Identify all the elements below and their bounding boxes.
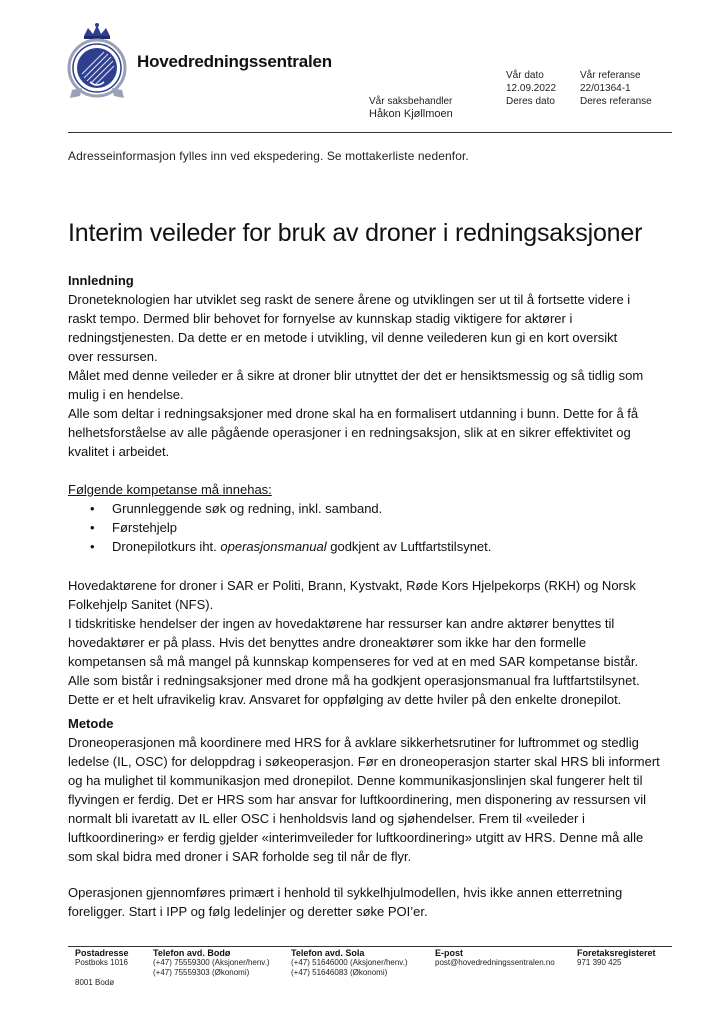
footer-sola-finance: (+47) 51646083 (Økonomi) — [291, 968, 388, 977]
footer-sola-heading: Telefon avd. Sola — [291, 948, 365, 958]
competence-list — [68, 499, 678, 556]
introduction-heading: Innledning — [68, 273, 134, 288]
method-line: flyvingen er ferdig. Det er HRS som har ansvar for luftkoordinering, men disponering av ressursen vil — [68, 792, 647, 807]
intro-line: helhetsforståelse av alle pågående operasjoner i en redningsaksjon, slik at en sikrer effektivitet og — [68, 425, 631, 440]
hrs-logo — [66, 22, 128, 102]
method-line: som skal bidra med droner i SAR forholde seg til når de flyr. — [68, 849, 412, 864]
list-item-text: Grunnleggende søk og redning, inkl. samband. — [112, 501, 383, 516]
bullet-icon: • — [90, 520, 95, 535]
actors-line: I tidskritiske hendelser der ingen av hovedaktørene har ressurser kan andre aktører benyttes til — [68, 616, 615, 631]
footer-registry-heading: Foretaksregisteret — [577, 948, 656, 958]
method-line: normalt bli ivaretatt av IL eller OSC i henholdsvis land og sjøhendelser. Frem til «veileder i — [68, 811, 585, 826]
list-item — [90, 499, 678, 518]
header-divider — [68, 132, 672, 133]
footer-bodo-heading: Telefon avd. Bodø — [153, 948, 231, 958]
method-section — [68, 714, 678, 866]
method-line: Operasjonen gjennomføres primært i henhold til sykkelhjulmodellen, hvis ikke annen etterretning — [68, 885, 623, 900]
our-date-label: Vår dato — [506, 70, 544, 81]
actors-line: Hovedaktørene for droner i SAR er Politi, Brann, Kystvakt, Røde Kors Hjelpekorps (RKH) og Norsk — [68, 578, 636, 593]
intro-line: Alle som deltar i redningsaksjoner med drone skal ha en formalisert utdanning i bunn. Dette for å få — [68, 406, 639, 421]
case-handler-label: Vår saksbehandler — [369, 96, 453, 107]
intro-line: kvalitet i arbeidet. — [68, 444, 170, 459]
competence-section — [68, 480, 678, 556]
our-reference-label: Vår referanse — [580, 70, 641, 81]
actors-line: hovedaktører er på plass. Hvis det benyttes andre droneaktører som ikke har den formelle — [68, 635, 587, 650]
hrs-crest-icon — [66, 22, 128, 102]
bullet-icon: • — [90, 501, 95, 516]
intro-line: mulig i en hendelse. — [68, 387, 184, 402]
list-item — [90, 518, 678, 537]
footer-phone-bodo — [153, 948, 270, 978]
list-item-text-pre: Dronepilotkurs iht. — [112, 539, 221, 554]
method-line: foreligger. Start i IPP og følg ledelinjer og deretter søke POI’er. — [68, 904, 428, 919]
footer-email-heading: E-post — [435, 948, 463, 958]
actors-line: Alle som bistår i redningsaksjoner med drone må ha godkjent operasjonsmanual fra luftfartstilsynet. — [68, 673, 640, 688]
footer-phone-sola — [291, 948, 408, 978]
actors-section — [68, 576, 678, 709]
footer-email-address[interactable]: post@hovedredningssentralen.no — [435, 958, 555, 967]
method-line: Droneoperasjonen må koordinere med HRS for å avklare sikkerhetsrutiner for luftrommet og stedlig — [68, 735, 639, 750]
address-note: Adresseinformasjon fylles inn ved ekspedering. Se mottakerliste nedenfor. — [68, 149, 469, 163]
our-reference: 22/01364-1 — [580, 83, 631, 94]
actors-line: kompetansen så må mangel på kunnskap kompenseres for ved at en med SAR kompetanse bistår. — [68, 654, 639, 669]
intro-line: redningstjenesten. Da dette er en metode i utvikling, vil denne veilederen kun gi en kort oversikt — [68, 330, 618, 345]
footer-postal-code: 8001 Bodø — [75, 978, 115, 987]
document-title: Interim veileder for bruk av droner i redningsaksjoner — [68, 219, 643, 247]
list-item — [90, 537, 678, 556]
footer-registry — [577, 948, 656, 968]
intro-line: Droneteknologien har utviklet seg raskt de senere årene og utviklingen ser ut til å fortsette videre i — [68, 292, 631, 307]
your-date-label: Deres dato — [506, 96, 555, 107]
footer-sola-actions: (+47) 51646000 (Aksjoner/henv.) — [291, 958, 408, 967]
footer-postal-box: Postboks 1016 — [75, 958, 128, 967]
method-line: luftkoordinering» er ferdig gjelder «interimveileder for luftkoordinering» utgitt av HRS. Denne må alle — [68, 830, 644, 845]
footer-bodo-actions: (+47) 75559300 (Aksjoner/henv.) — [153, 958, 270, 967]
method-section-continued — [68, 883, 678, 921]
footer-email — [435, 948, 555, 968]
intro-line: Målet med denne veileder er å sikre at droner blir utnyttet der det er hensiktsmessig og så tidlig som — [68, 368, 644, 383]
footer-divider — [68, 946, 672, 947]
list-item-text: Førstehjelp — [112, 520, 178, 535]
case-handler-name: Håkon Kjøllmoen — [369, 108, 453, 120]
competence-heading: Følgende kompetanse må innehas: — [68, 482, 272, 497]
list-item-emphasis: operasjonsmanual — [220, 539, 327, 554]
intro-line: raskt tempo. Dermed blir behovet for fornyelse av kunnskap stadig viktigere for aktører i — [68, 311, 573, 326]
footer-bodo-finance: (+47) 75559303 (Økonomi) — [153, 968, 250, 977]
method-line: ledelse (IL, OSC) for deloppdrag i søkeoperasjon. Før en droneoperasjon starter skal HRS bli informert — [68, 754, 660, 769]
actors-line: Dette er et helt ufravikelig krav. Ansvaret for oppfølging av dette hviler på den enkelte dronepilot. — [68, 692, 622, 707]
organization-name: Hovedredningssentralen — [137, 52, 332, 71]
footer-postal — [75, 948, 129, 988]
intro-line: over ressursen. — [68, 349, 158, 364]
introduction-section — [68, 271, 678, 461]
footer-postal-heading: Postadresse — [75, 948, 129, 958]
our-date: 12.09.2022 — [506, 83, 557, 94]
list-item-text-post: godkjent av Luftfartstilsynet. — [326, 539, 492, 554]
your-reference-label: Deres referanse — [580, 96, 652, 107]
method-heading: Metode — [68, 716, 114, 731]
method-line: og ha mulighet til kommunikasjon med dronepilot. Denne kommunikasjonslinjen skal fungerer helt til — [68, 773, 643, 788]
actors-line: Folkehjelp Sanitet (NFS). — [68, 597, 214, 612]
bullet-icon: • — [90, 539, 95, 554]
footer-registry-number: 971 390 425 — [577, 958, 622, 967]
